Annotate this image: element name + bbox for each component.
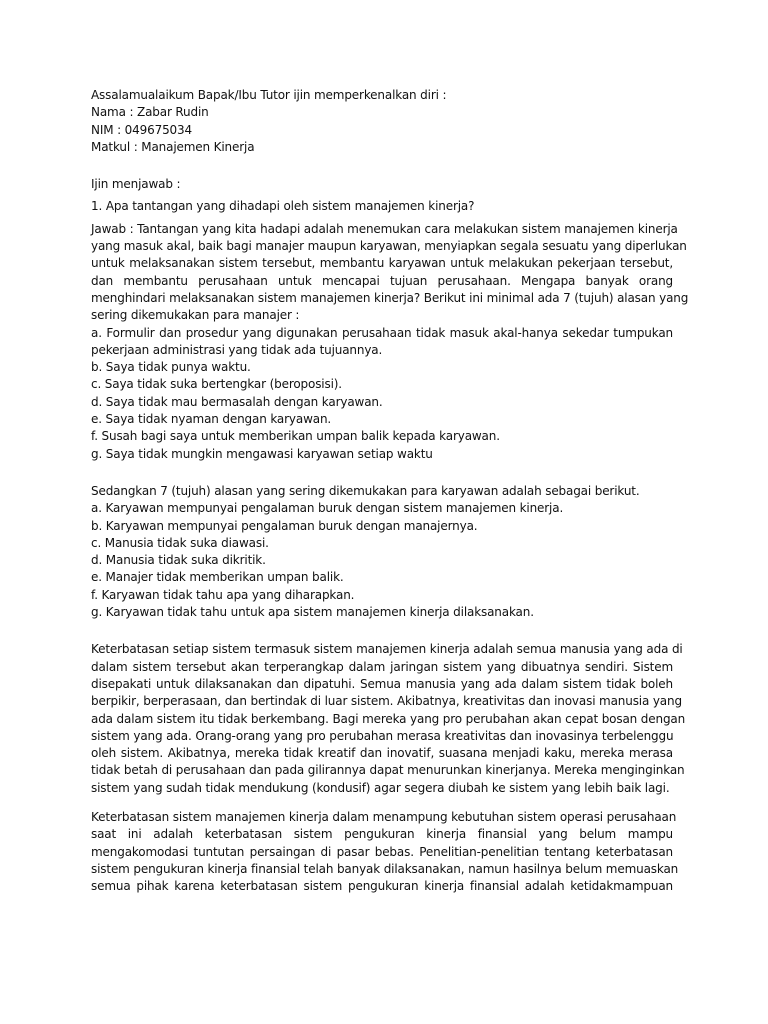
student-name: Nama : Zabar Rudin	[91, 105, 209, 120]
list-item: c. Saya tidak suka bertengkar (beroposisi).	[91, 377, 342, 392]
list-item: c. Manusia tidak suka diawasi.	[91, 535, 269, 550]
list-item: e. Saya tidak nyaman dengan karyawan.	[91, 412, 332, 427]
list-item: f. Susah bagi saya untuk memberikan umpan balik kepada karyawan.	[91, 429, 500, 444]
paragraph-line: berpikir, berperasaan, dan bertindak di luar sistem. Akibatnya, kreativitas dan inovasi manusia yang	[91, 694, 682, 709]
answer-line: Jawab : Tantangan yang kita hadapi adalah menemukan cara melakukan sistem manajemen kinerja	[91, 221, 678, 236]
employee-intro: Sedangkan 7 (tujuh) alasan yang sering dikemukakan para karyawan adalah sebagai berikut.	[91, 483, 640, 498]
answer-line: menghindari melaksanakan sistem manajemen kinerja? Berikut ini minimal ada 7 (tujuh) alasan yang	[91, 290, 689, 305]
list-item: g. Saya tidak mungkin mengawasi karyawan setiap waktu	[91, 446, 433, 461]
list-item: d. Saya tidak mau bermasalah dengan karyawan.	[91, 394, 383, 409]
answer-paragraph	[91, 221, 689, 359]
paragraph-line: oleh sistem. Akibatnya, mereka tidak kreatif dan inovatif, suasana menjadi kaku, mereka merasa	[91, 746, 673, 761]
spacer	[91, 463, 673, 483]
answer-line: pekerjaan administrasi yang tidak ada tujuannya.	[91, 342, 383, 357]
list-item: a. Karyawan mempunyai pengalaman buruk dengan sistem manajemen kinerja.	[91, 501, 564, 516]
student-nim: NIM : 049675034	[91, 122, 193, 137]
paragraph-line: sistem yang sudah tidak mendukung (kondusif) agar segera diubah ke sistem yang lebih baik lagi.	[91, 780, 670, 795]
list-item: g. Karyawan tidak tahu untuk apa sistem manajemen kinerja dilaksanakan.	[91, 605, 534, 620]
spacer	[91, 621, 673, 641]
spacer	[91, 797, 673, 809]
answer-line: sering dikemukakan para manajer :	[91, 308, 300, 323]
employee-reasons-list	[91, 500, 673, 621]
paragraph-line: disepakati untuk dilaksanakan dan dipatuhi. Semua manusia yang ada dalam sistem tidak boleh	[91, 676, 673, 691]
paragraph-line: sistem pengukuran kinerja finansial telah banyak dilaksanakan, namun hasilnya belum memuaskan	[91, 861, 679, 876]
greeting-line: Assalamualaikum Bapak/Ibu Tutor ijin memperkenalkan diri :	[91, 88, 447, 102]
course-name: Matkul : Manajemen Kinerja	[91, 139, 255, 154]
list-item: e. Manajer tidak memberikan umpan balik.	[91, 570, 344, 585]
intro-block	[91, 87, 673, 156]
document-page	[91, 87, 689, 895]
paragraph-line: dalam sistem tersebut akan terperangkap dalam jaringan sistem yang dibuatnya sendiri. Sistem	[91, 659, 673, 674]
paragraph-line: ada dalam sistem itu tidak berkembang. Bagi mereka yang pro perubahan akan cepat bosan dengan	[91, 711, 686, 726]
paragraph-line: Keterbatasan sistem manajemen kinerja dalam menampung kebutuhan sistem operasi perusahaan	[91, 809, 677, 824]
answer-line: a. Formulir dan prosedur yang digunakan perusahaan tidak masuk akal-hanya sekedar tumpukan	[91, 325, 673, 340]
list-item: b. Saya tidak punya waktu.	[91, 360, 251, 375]
answer-line: yang masuk akal, baik bagi manajer maupun karyawan, menyiapkan segala sesuatu yang diperlukan	[91, 239, 687, 254]
paragraph-line: sistem yang ada. Orang-orang yang pro perubahan merasa kreativitas dan inovasinya terbelenggu	[91, 728, 674, 743]
answer-line: untuk melaksanakan sistem tersebut, membantu karyawan untuk melakukan pekerjaan tersebut,	[91, 256, 673, 271]
answer-line: dan membantu perusahaan untuk mencapai tujuan perusahaan. Mengapa banyak orang	[91, 273, 673, 288]
list-item: d. Manusia tidak suka dikritik.	[91, 553, 266, 568]
paragraph-line: tidak betah di perusahaan dan pada gilirannya dapat menurunkan kinerjanya. Mereka menginginkan	[91, 763, 685, 778]
paragraph-keterbatasan-1	[91, 641, 686, 797]
list-item: f. Karyawan tidak tahu apa yang diharapkan.	[91, 587, 355, 602]
permission-line: Ijin menjawab :	[91, 177, 181, 192]
manager-reasons-list	[91, 359, 673, 463]
paragraph-line: Keterbatasan setiap sistem termasuk sistem manajemen kinerja adalah semua manusia yang ada di	[91, 642, 683, 657]
question-line: 1. Apa tantangan yang dihadapi oleh sistem manajemen kinerja?	[91, 199, 475, 214]
paragraph-line: saat ini adalah keterbatasan sistem pengukuran kinerja finansial yang belum mampu	[91, 827, 673, 842]
paragraph-line: semua pihak karena keterbatasan sistem pengukuran kinerja finansial adalah ketidakmampuan	[91, 879, 673, 894]
list-item: b. Karyawan mempunyai pengalaman buruk dengan manajernya.	[91, 518, 478, 533]
paragraph-keterbatasan-2	[91, 809, 679, 895]
paragraph-line: mengakomodasi tuntutan persaingan di pasar bebas. Penelitian-penelitian tentang keterbatasan	[91, 844, 673, 859]
spacer	[91, 156, 673, 176]
